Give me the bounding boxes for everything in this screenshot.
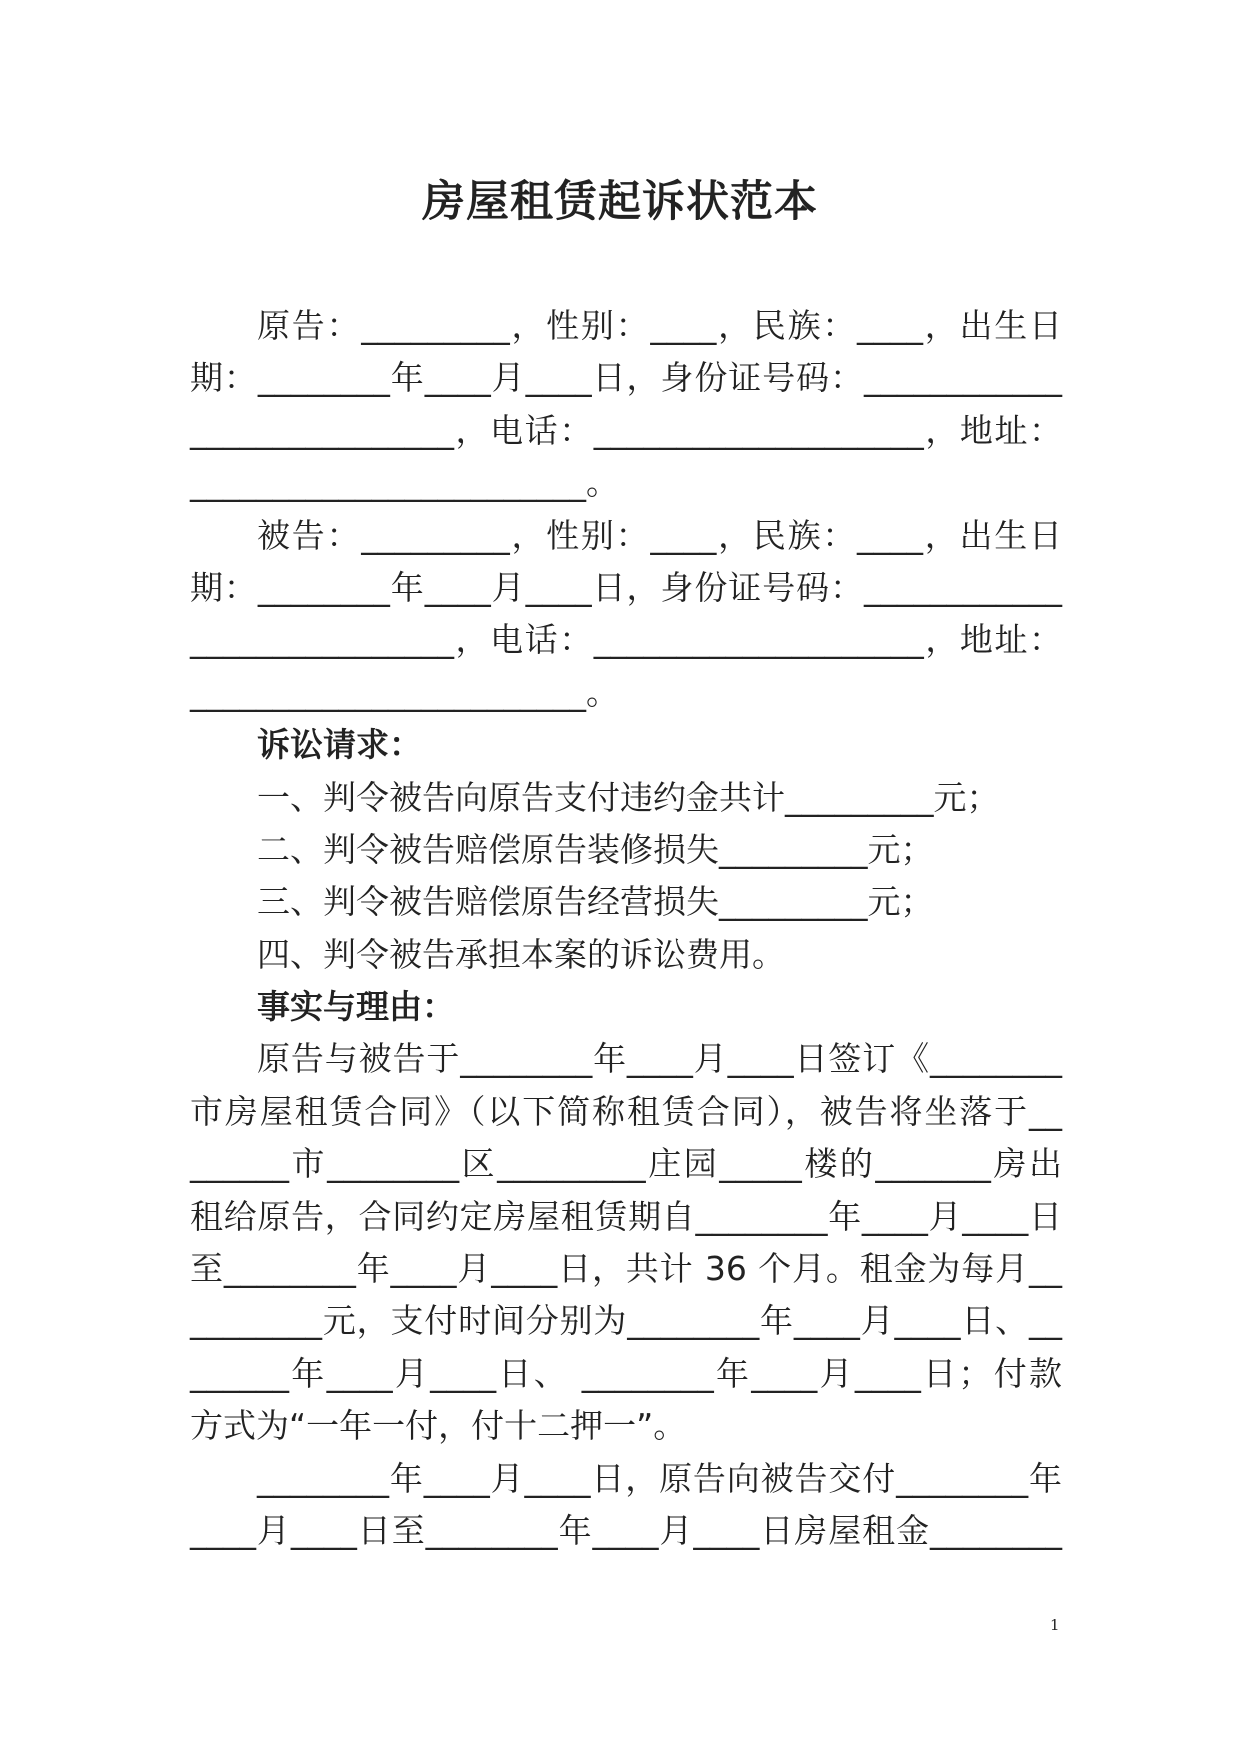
defendant-line: ________________，电话：____________________，地址： (190, 620, 1062, 660)
facts-line: ______市________区_________庄园_____楼的_______房出 (190, 1144, 1063, 1184)
facts-line: 原告与被告于________年____月____日签订《________ (257, 1039, 1062, 1079)
facts-line: 租给原告，合同约定房屋租赁期自________年____月____日 (190, 1196, 1062, 1236)
facts-line: 市房屋租赁合同》（以下简称租赁合同），被告将坐落于__ (190, 1091, 1062, 1131)
facts-line: ______年____月____日、 ________年____月____日；付款 (190, 1353, 1062, 1393)
claim-item: 三、判令被告赔偿原告经营损失_________元； (257, 882, 934, 922)
claims-heading: 诉讼请求： (257, 725, 422, 765)
facts-line: ________年____月____日，原告向被告交付________年 (257, 1458, 1062, 1498)
page-number: 1 (1050, 1616, 1060, 1634)
plaintiff-line: ________________________。 (190, 463, 619, 503)
claim-item: 一、判令被告向原告支付违约金共计_________元； (257, 777, 1000, 817)
defendant-line: 期：________年____月____日，身份证号码：____________ (190, 567, 1062, 607)
defendant-line: 被告：_________，性别：____，民族：____，出生日 (257, 515, 1062, 555)
document-title: 房屋租赁起诉状范本 (422, 177, 818, 227)
claim-item: 二、判令被告赔偿原告装修损失_________元； (257, 829, 934, 869)
facts-line: ________元，支付时间分别为________年____月____日、__ (190, 1301, 1062, 1341)
plaintiff-line: 期：________年____月____日，身份证号码：____________ (190, 358, 1062, 398)
claim-item: 四、判令被告承担本案的诉讼费用。 (257, 934, 785, 974)
facts-line: 至________年____月____日，共计 36 个月。租金为每月__ (190, 1249, 1062, 1289)
facts-line: 方式为“一年一付，付十二押一”。 (190, 1406, 687, 1446)
facts-heading: 事实与理由： (257, 987, 455, 1027)
defendant-line: ________________________。 (190, 672, 619, 712)
plaintiff-line: 原告：_________，性别：____，民族：____，出生日 (257, 306, 1062, 345)
document-body (190, 300, 1062, 1557)
facts-line: ____月____日至________年____月____日房屋租金________ (190, 1510, 1062, 1550)
plaintiff-line: ________________，电话：____________________，地址： (190, 410, 1062, 450)
